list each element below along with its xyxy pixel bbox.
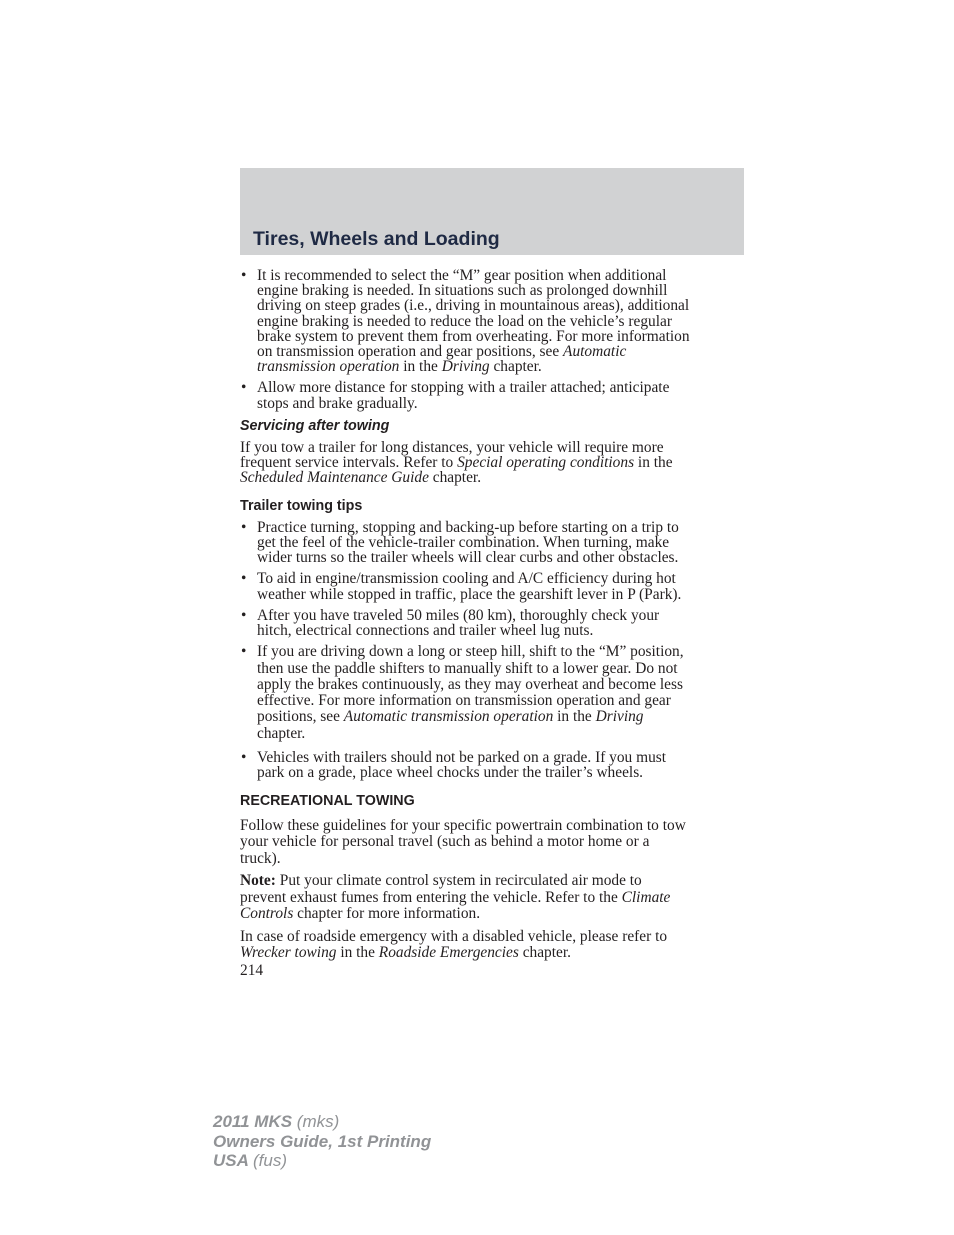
text-line (257, 520, 744, 535)
text-line (257, 644, 744, 660)
bullet-icon: • (241, 518, 247, 536)
body-text: in the (336, 944, 379, 962)
body-text: park on a grade, place wheel chocks under the trailer’s wheels. (257, 764, 644, 782)
reference-text: Automatic (563, 343, 627, 361)
bullet-item (240, 520, 744, 566)
text-line (257, 314, 744, 329)
body-text: prevent exhaust fumes from entering the vehicle. Refer to the (240, 888, 622, 906)
reference-text: Automatic transmission operation (343, 708, 554, 726)
text-line (257, 677, 744, 693)
body-text: apply the brakes continuously, as they may overheat and become less (257, 675, 683, 693)
text-line (240, 945, 744, 962)
text-line (240, 818, 744, 835)
bullet-icon: • (241, 379, 247, 397)
body-text: frequent service intervals. Refer to (240, 454, 458, 472)
bullet-icon: • (241, 749, 247, 767)
text-line (257, 298, 744, 313)
text-line (257, 344, 744, 359)
text-line (240, 440, 744, 455)
emphasis-text: Note: (240, 872, 276, 890)
bullet-text (257, 750, 744, 780)
reference-text: Scheduled Maintenance Guide (240, 469, 429, 487)
reference-text: Driving (595, 708, 644, 726)
body-text: chapter. (489, 358, 542, 376)
footer-printing: Owners Guide, 1st Printing (213, 1131, 432, 1151)
body-text: chapter. (518, 944, 571, 962)
bullet-item (240, 644, 744, 742)
text-line (257, 329, 744, 344)
bullet-icon: • (241, 570, 247, 588)
text-line (257, 535, 744, 550)
text-line (257, 550, 744, 565)
text-line (240, 470, 744, 485)
reference-text: Roadside Emergencies (378, 944, 519, 962)
body-text: weather while stopped in traffic, place the gearshift lever in P (Park). (257, 585, 682, 603)
section-heading-servicing: Servicing after towing (240, 417, 390, 434)
text-line (257, 709, 744, 725)
reference-text: Controls (240, 905, 294, 923)
body-text: in the (399, 358, 442, 376)
text-line (257, 608, 744, 623)
reference-text: Driving (441, 358, 490, 376)
bullet-text (257, 520, 744, 566)
body-text: brake system to prevent them from overheating. For more information (257, 327, 690, 345)
text-line (257, 380, 744, 395)
text-line (257, 283, 744, 298)
bullet-item (240, 571, 744, 601)
footer-market-code: (fus) (253, 1151, 287, 1170)
text-line (240, 906, 744, 923)
bullet-text (257, 571, 744, 601)
note-paragraph (240, 873, 744, 923)
body-text: To aid in engine/transmission cooling and A/C efficiency during hot (257, 570, 676, 588)
print-footer (213, 1112, 431, 1171)
page-body (240, 268, 744, 978)
reference-text: Special operating conditions (457, 454, 635, 472)
body-text: If you are driving down a long or steep hill, shift to the “M” position, (257, 643, 684, 661)
body-text: engine braking is needed. In situations such as prolonged downhill (257, 282, 668, 300)
text-line (257, 587, 744, 602)
body-text: then use the paddle shifters to manually shift to a lower gear. Do not (257, 659, 678, 677)
body-text: wider turns so the trailer wheels will clear curbs and other obstacles. (257, 549, 679, 567)
text-line (240, 455, 744, 470)
text-line (257, 396, 744, 411)
bullet-text (257, 608, 744, 638)
intro-bullet-list (240, 268, 744, 411)
text-line (240, 851, 744, 868)
text-line (240, 834, 744, 851)
text-line (240, 929, 744, 946)
bullet-item (240, 608, 744, 638)
reference-text: transmission operation (257, 358, 400, 376)
body-text: chapter for more information. (293, 905, 481, 923)
text-line (240, 890, 744, 907)
body-text: stops and brake gradually. (257, 394, 418, 412)
text-line (257, 268, 744, 283)
body-text: chapter. (257, 724, 306, 742)
body-text: Vehicles with trailers should not be parked on a grade. If you must (257, 749, 667, 767)
text-line (257, 750, 744, 765)
body-text: get the feel of the vehicle-trailer combination. When turning, make (257, 534, 670, 552)
body-text: Follow these guidelines for your specific powertrain combination to tow (240, 816, 686, 834)
bullet-text (257, 268, 744, 374)
chapter-header-band (240, 168, 744, 255)
bullet-text (257, 644, 744, 742)
bullet-item (240, 750, 744, 780)
text-line (257, 359, 744, 374)
text-line (257, 765, 744, 780)
footer-model-code: (mks) (296, 1112, 340, 1131)
reference-text: Wrecker towing (240, 944, 337, 962)
page-number: 214 (240, 961, 264, 979)
body-text: driving on steep grades (i.e., driving in mountainous areas), additional (257, 297, 690, 315)
bullet-icon: • (241, 267, 247, 284)
body-text: Allow more distance for stopping with a trailer attached; anticipate (257, 379, 670, 397)
text-line (240, 873, 744, 890)
roadside-paragraph (240, 929, 744, 962)
chapter-title: Tires, Wheels and Loading (253, 228, 500, 250)
recreational-paragraph (240, 818, 744, 868)
body-text: In case of roadside emergency with a disabled vehicle, please refer to (240, 927, 668, 945)
servicing-paragraph (240, 440, 744, 486)
tips-bullet-list (240, 520, 744, 781)
text-line (257, 693, 744, 709)
section-heading-tips: Trailer towing tips (240, 497, 363, 514)
reference-text: Climate (621, 888, 671, 906)
footer-line-model (213, 1112, 431, 1132)
text-line (257, 726, 744, 742)
body-text: positions, see (257, 708, 344, 726)
body-text: Put your climate control system in recirculated air mode to (275, 872, 642, 890)
text-line (257, 661, 744, 677)
body-text: engine braking is needed to reduce the load on the vehicle’s regular (257, 312, 672, 330)
body-text: If you tow a trailer for long distances, your vehicle will require more (240, 439, 664, 457)
bullet-icon: • (241, 606, 247, 624)
body-text: After you have traveled 50 miles (80 km), thoroughly check your (257, 606, 660, 624)
body-text: on transmission operation and gear positions, see (257, 343, 564, 361)
body-text: hitch, electrical connections and trailer wheel lug nuts. (257, 622, 594, 640)
bullet-text (257, 380, 744, 410)
body-text: in the (634, 454, 673, 472)
footer-line-market (213, 1151, 431, 1171)
section-heading-recreational: RECREATIONAL TOWING (240, 793, 415, 810)
footer-market: USA (213, 1151, 249, 1170)
body-text: truck). (240, 849, 281, 867)
bullet-item (240, 380, 744, 410)
body-text: in the (553, 708, 596, 726)
body-text: Practice turning, stopping and backing-up before starting on a trip to (257, 518, 679, 536)
footer-line-printing (213, 1132, 431, 1152)
footer-model: 2011 MKS (213, 1112, 293, 1131)
text-line (257, 571, 744, 586)
bullet-icon: • (241, 643, 247, 661)
body-text: effective. For more information on transmission operation and gear (257, 692, 671, 710)
body-text: your vehicle for personal travel (such as behind a motor home or a (240, 833, 650, 851)
body-text: chapter. (428, 469, 482, 487)
body-text: It is recommended to select the “M” gear position when additional (257, 267, 667, 284)
bullet-item (240, 268, 744, 374)
text-line (257, 623, 744, 638)
